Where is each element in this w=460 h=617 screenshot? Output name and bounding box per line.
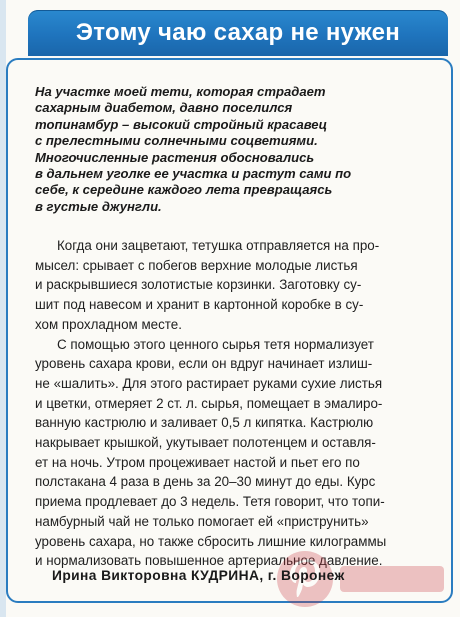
body-paragraph-2 (35, 335, 425, 571)
lead-line: в дальнем уголке ее участка и растут сами по (35, 166, 352, 182)
lead-line: Многочисленные растения обосновались (35, 149, 315, 165)
body-paragraph-1 (35, 236, 425, 335)
body-line: уровень сахара крови, если он вдруг начинает излиш- (35, 356, 373, 372)
body-line: и раскрывшиеся золотистые корзинки. Заготовку су- (35, 277, 362, 293)
body-line: ванную кастрюлю и заливает 0,5 л кипятка. Кастрюлю (35, 415, 374, 431)
body-line: накрывает крышкой, укутывает полотенцем и оставля- (35, 435, 376, 451)
lead-line: топинамбур – высокий стройный красавец (35, 116, 328, 132)
lead-line: с прелестными солнечными соцветиями. (35, 133, 318, 149)
body-line: приема продлевает до 3 недель. Тетя говорит, что топи- (35, 494, 385, 510)
body-line: уровень сахара, но также сбросить лишние килограммы (35, 533, 387, 549)
article-signature: Ирина Викторовна КУДРИНА, г. Воронеж (52, 568, 345, 583)
article-header (28, 10, 448, 56)
body-line: и цветки, отмеряет 2 ст. л. сырья, помещает в эмалиро- (35, 395, 383, 411)
lead-line: сахарным диабетом, давно поселился (35, 100, 293, 116)
article-body (35, 236, 425, 571)
body-line: С помощью этого ценного сырья тетя нормализует (57, 336, 374, 352)
body-line: полстакана 4 раза в день за 20–30 минут до еды. Курс (35, 474, 376, 490)
body-line: шит под навесом и хранит в картонной коробке в су- (35, 297, 364, 313)
lead-line: в густые джунгли. (35, 198, 162, 214)
body-line: и нормализовать повышенное артериальное давление. (35, 553, 383, 569)
article-title: Этому чаю сахар не нужен (75, 19, 401, 46)
lead-line: На участке моей тети, которая страдает (35, 84, 326, 99)
body-line: ет на ночь. Утром процеживает настой и пьет его по (35, 454, 360, 470)
body-line: не «шалить». Для этого растирает руками сухие листья (35, 375, 383, 391)
body-line: намбурный чай не только помогает ей «приструнить» (35, 513, 369, 529)
lead-line: себе, к середине каждого лета превращаясь (35, 182, 333, 198)
article-lead (35, 84, 419, 215)
body-line: мысел: срывает с побегов верхние молодые листья (35, 257, 358, 273)
body-line: хом прохладном месте. (35, 316, 182, 332)
body-line: Когда они зацветают, тетушка отправляется на про- (57, 238, 380, 253)
